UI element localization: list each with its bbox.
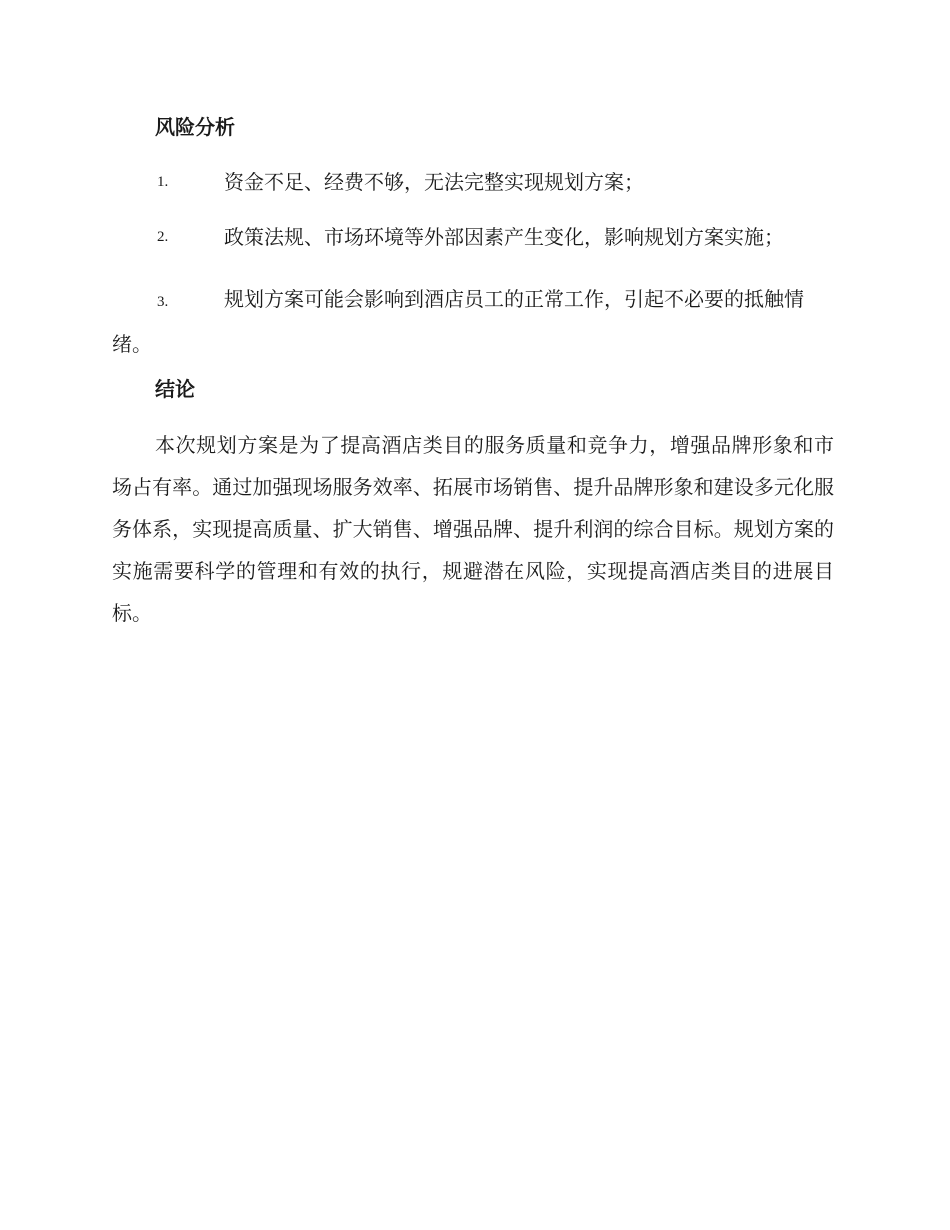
risk-item-1-text: 资金不足、经费不够，无法完整实现规划方案； — [224, 170, 644, 194]
risk-item-3-number: 3. — [157, 294, 169, 310]
risk-item-2-number: 2. — [157, 229, 169, 245]
risk-item-1-number: 1. — [157, 174, 169, 190]
risk-item-3-text: 规划方案可能会影响到酒店员工的正常工作，引起不必要的抵触情绪。 — [112, 287, 804, 356]
risk-analysis-heading: 风险分析 — [155, 115, 235, 139]
risk-item-3 — [112, 278, 834, 365]
conclusion-paragraph: 本次规划方案是为了提高酒店类目的服务质量和竞争力，增强品牌形象和市场占有率。通过加强现场服务效率、拓展市场销售、提升品牌形象和建设多元化服务体系，实现提高质量、扩大销售、增强品牌、提升利润的综合目标。规划方案的实施需要科学的管理和有效的执行，规避潜在风险，实现提高酒店类目的进展目标。 — [112, 433, 834, 625]
conclusion-heading: 结论 — [155, 377, 195, 401]
risk-item-2-text: 政策法规、市场环境等外部因素产生变化，影响规划方案实施； — [224, 225, 784, 249]
